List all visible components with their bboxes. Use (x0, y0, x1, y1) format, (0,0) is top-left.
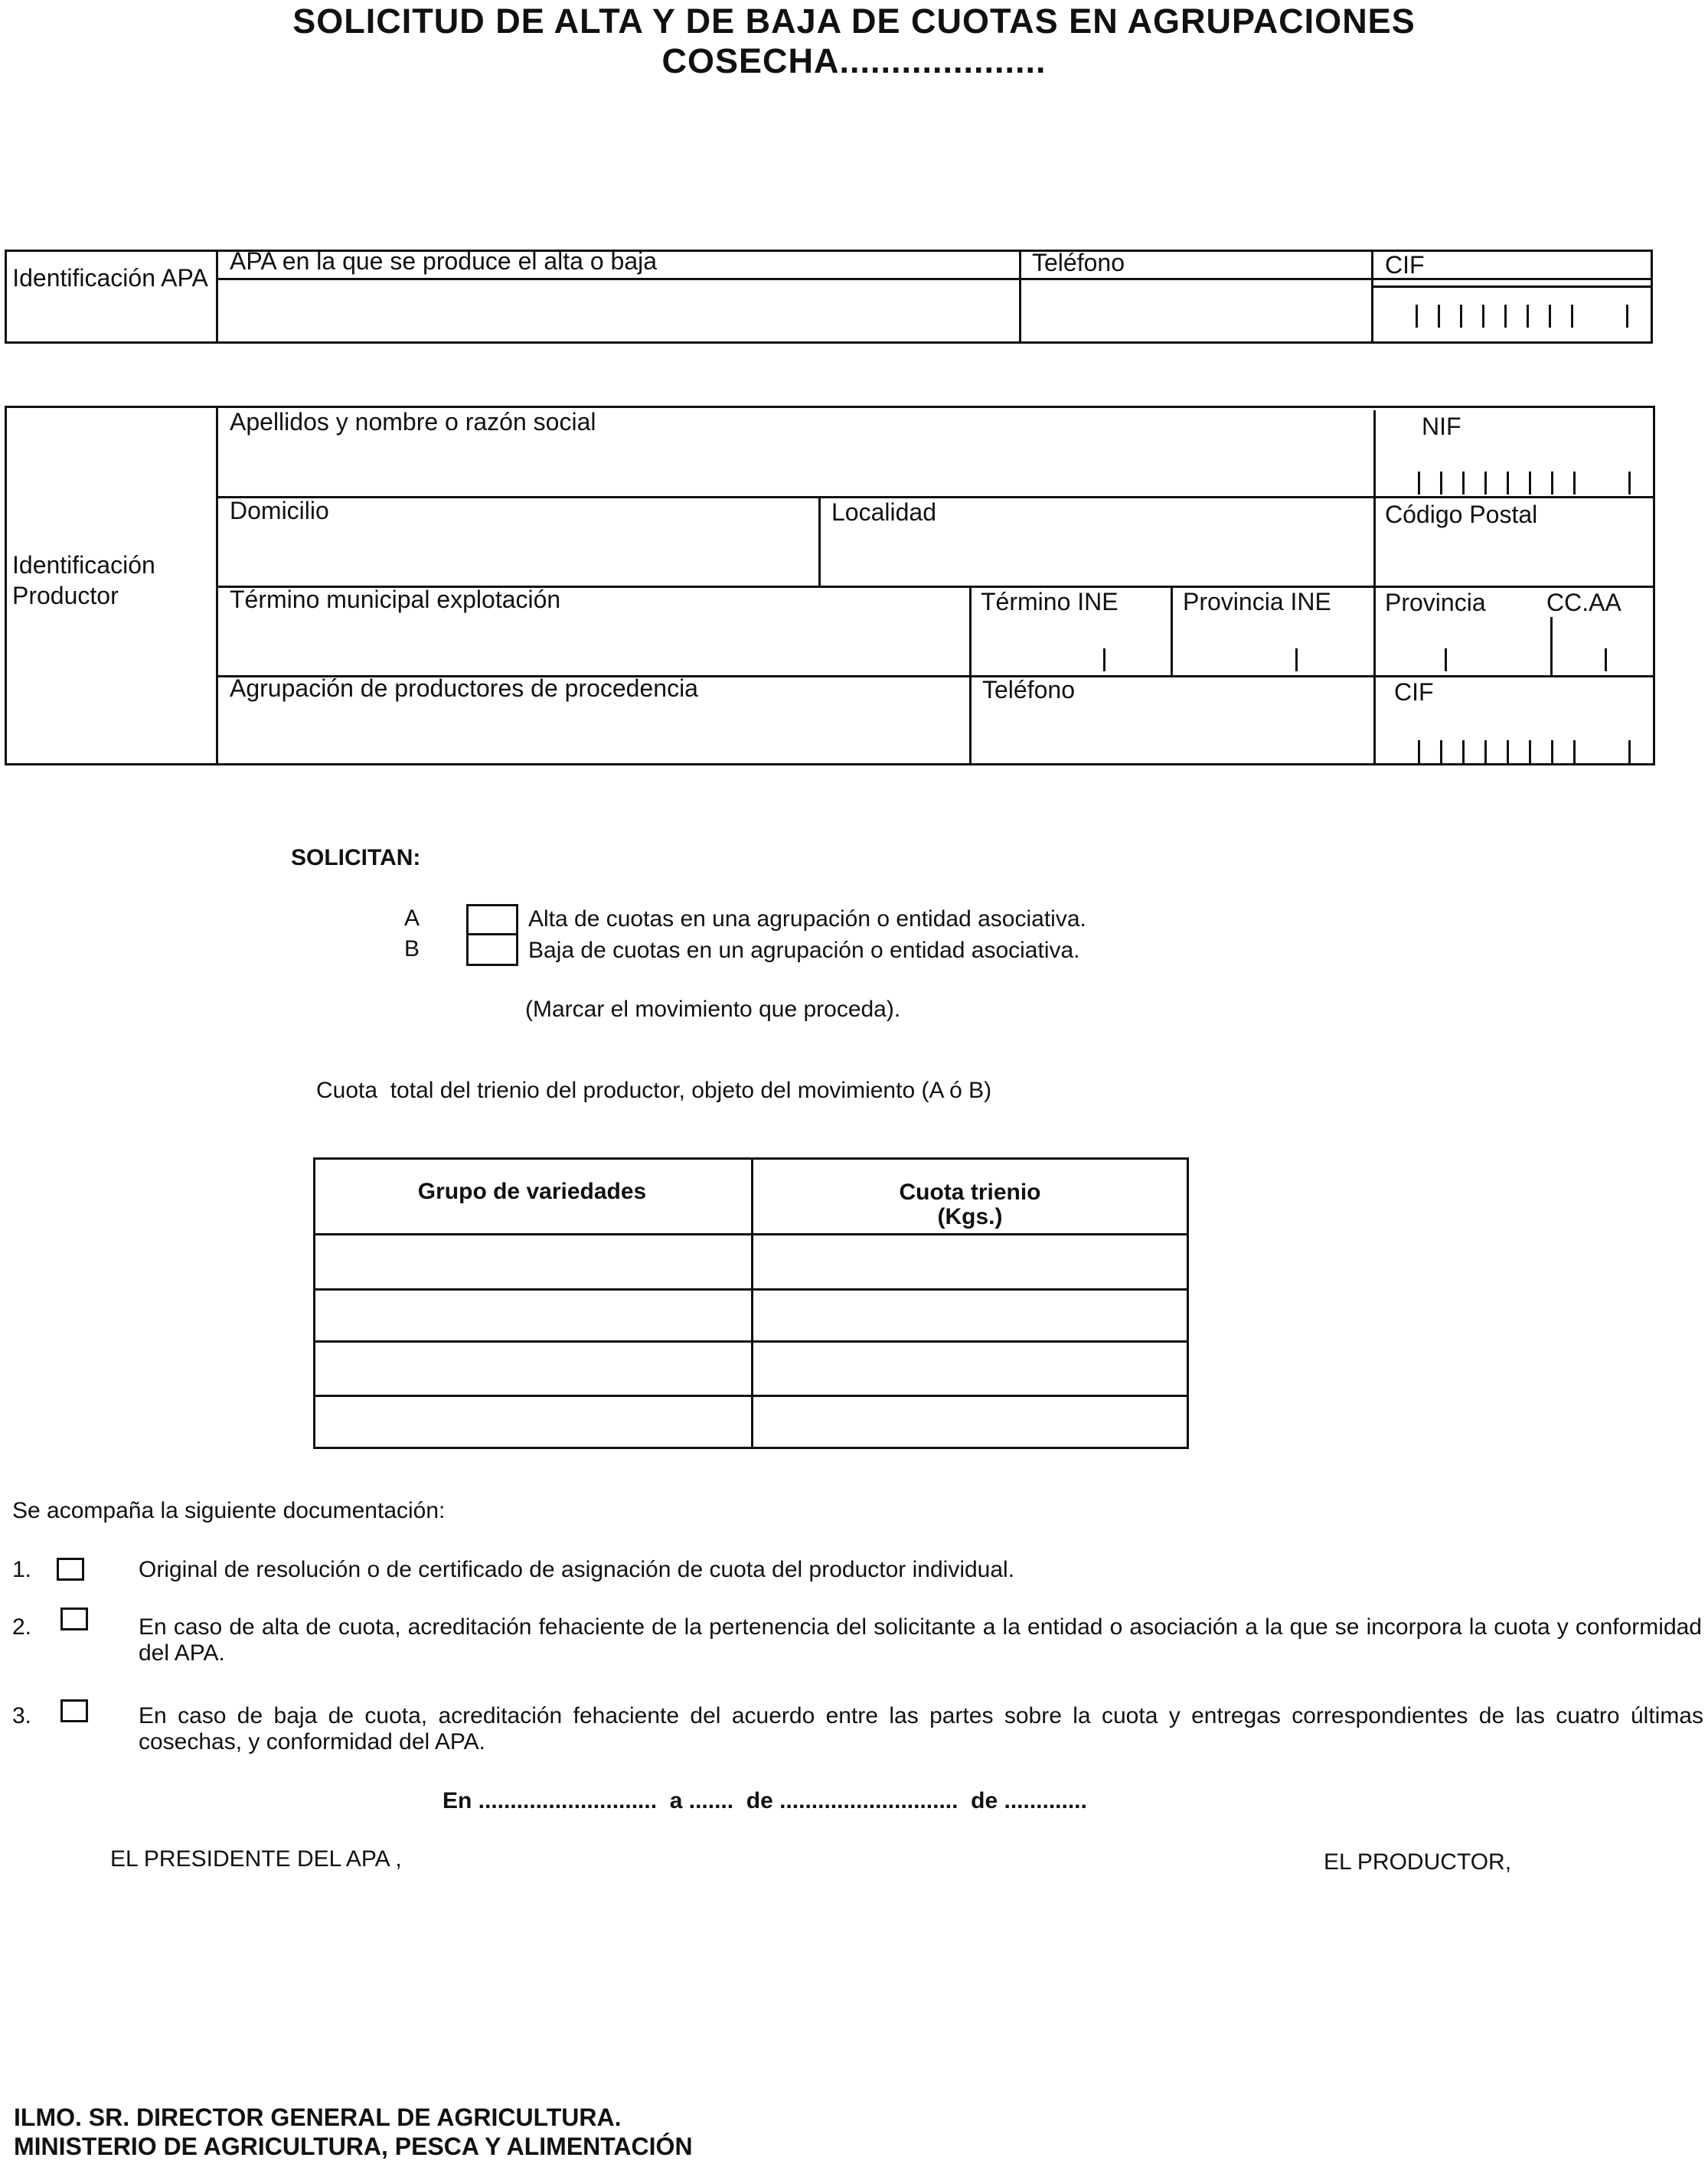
producer-name-label: Apellidos y nombre o razón social (230, 408, 596, 436)
quota-caption: Cuota total del trienio del productor, objeto del movimiento (A ó B) (316, 1078, 992, 1103)
provincia-ine-label: Provincia INE (1183, 588, 1331, 615)
variety-cell-1[interactable] (315, 1235, 749, 1287)
doc-item-1-checkbox[interactable] (57, 1558, 84, 1581)
variety-group-header: Grupo de variedades (417, 1179, 647, 1204)
origin-group-input[interactable] (218, 706, 968, 763)
doc-item-2-text: En caso de alta de cuota, acreditación fehaciente de la pertenencia del solicitante a la entidad o asociación a la que se incorpora la cuota y conformidad del APA. (139, 1614, 1702, 1666)
recipient-line-2: MINISTERIO DE AGRICULTURA, PESCA Y ALIMENTACIÓN (14, 2133, 693, 2160)
variety-cell-3[interactable] (315, 1343, 749, 1393)
doc-item-1-text: Original de resolución o de certificado de asignación de cuota del productor individual. (139, 1557, 1015, 1582)
apa-name-label: APA en la que se produce el alta o baja (230, 247, 658, 275)
doc-item-1-number: 1. (12, 1557, 32, 1582)
quota-cell-2[interactable] (753, 1291, 1187, 1339)
ccaa-input[interactable] (1553, 647, 1653, 674)
apa-cif-label: CIF (1385, 251, 1425, 279)
option-b-checkbox[interactable] (466, 933, 518, 966)
locality-label: Localidad (831, 498, 936, 526)
termino-ine-label: Término INE (981, 588, 1119, 615)
apa-row-label: Identificación APA (12, 264, 208, 292)
quota-cell-1[interactable] (753, 1235, 1187, 1287)
variety-cell-2[interactable] (315, 1291, 749, 1339)
producer-cif-label: CIF (1394, 678, 1434, 706)
doc-item-2-checkbox[interactable] (60, 1607, 88, 1630)
postal-code-label: Código Postal (1385, 501, 1538, 528)
apa-name-input[interactable] (218, 280, 1017, 341)
doc-item-3-text: En caso de baja de cuota, acreditación fehaciente del acuerdo entre las partes sobre la cuota y entregas correspondientes de las cuatro últimas cosechas, y conformidad del APA. (139, 1703, 1703, 1754)
producer-row-label: Identificación Productor (12, 551, 155, 609)
producer-signature-label: EL PRODUCTOR, (1324, 1849, 1512, 1875)
apa-cif-input[interactable] (1373, 288, 1651, 341)
documentation-intro: Se acompaña la siguiente documentación: (12, 1498, 446, 1523)
request-heading: SOLICITAN: (291, 845, 421, 870)
producer-nif-label: NIF (1422, 413, 1461, 440)
doc-item-3-number: 3. (12, 1703, 32, 1728)
request-instruction: (Marcar el movimiento que proceda). (525, 997, 901, 1022)
quota-cell-4[interactable] (753, 1397, 1187, 1447)
producer-nif-input[interactable] (1376, 444, 1653, 494)
producer-cif-input[interactable] (1376, 712, 1653, 763)
variety-cell-4[interactable] (315, 1397, 749, 1447)
provincia-input[interactable] (1376, 647, 1549, 674)
doc-item-2-number: 2. (12, 1614, 32, 1640)
option-a-letter: A (404, 906, 420, 931)
locality-input[interactable] (821, 528, 1372, 584)
apa-phone-label: Teléfono (1032, 249, 1125, 276)
option-a-checkbox[interactable] (466, 904, 518, 935)
option-a-text: Alta de cuotas en una agrupación o entidad asociativa. (528, 906, 1086, 932)
quota-triennium-header: Cuota trienio (Kgs.) (899, 1180, 1041, 1229)
termino-ine-input[interactable] (972, 647, 1169, 674)
address-input[interactable] (218, 528, 817, 584)
harvest-year-title: COSECHA.................... (661, 41, 1047, 80)
producer-phone-input[interactable] (972, 706, 1372, 763)
provincia-ine-input[interactable] (1173, 647, 1372, 674)
address-label: Domicilio (230, 497, 329, 524)
producer-name-input[interactable] (218, 438, 1371, 494)
president-signature-label: EL PRESIDENTE DEL APA , (110, 1846, 402, 1872)
form-title: SOLICITUD DE ALTA Y DE BAJA DE CUOTAS EN AGRUPACIONES (292, 2, 1416, 41)
quota-cell-3[interactable] (753, 1343, 1187, 1393)
ccaa-label: CC.AA (1546, 589, 1621, 616)
date-line: En ............................ a ....... de ............................ de ............. (443, 1788, 1087, 1813)
recipient-line-1: ILMO. SR. DIRECTOR GENERAL DE AGRICULTURA. (14, 2104, 622, 2131)
origin-group-label: Agrupación de productores de procedencia (230, 674, 698, 702)
provincia-label: Provincia (1385, 589, 1486, 616)
option-b-text: Baja de cuotas en un agrupación o entidad asociativa. (528, 938, 1080, 963)
option-b-letter: B (404, 936, 420, 961)
apa-phone-input[interactable] (1021, 280, 1370, 341)
municipality-input[interactable] (218, 616, 968, 674)
municipality-label: Término municipal explotación (230, 586, 561, 613)
doc-item-3-checkbox[interactable] (60, 1699, 88, 1722)
producer-phone-label: Teléfono (982, 676, 1075, 703)
postal-code-input[interactable] (1376, 531, 1653, 584)
